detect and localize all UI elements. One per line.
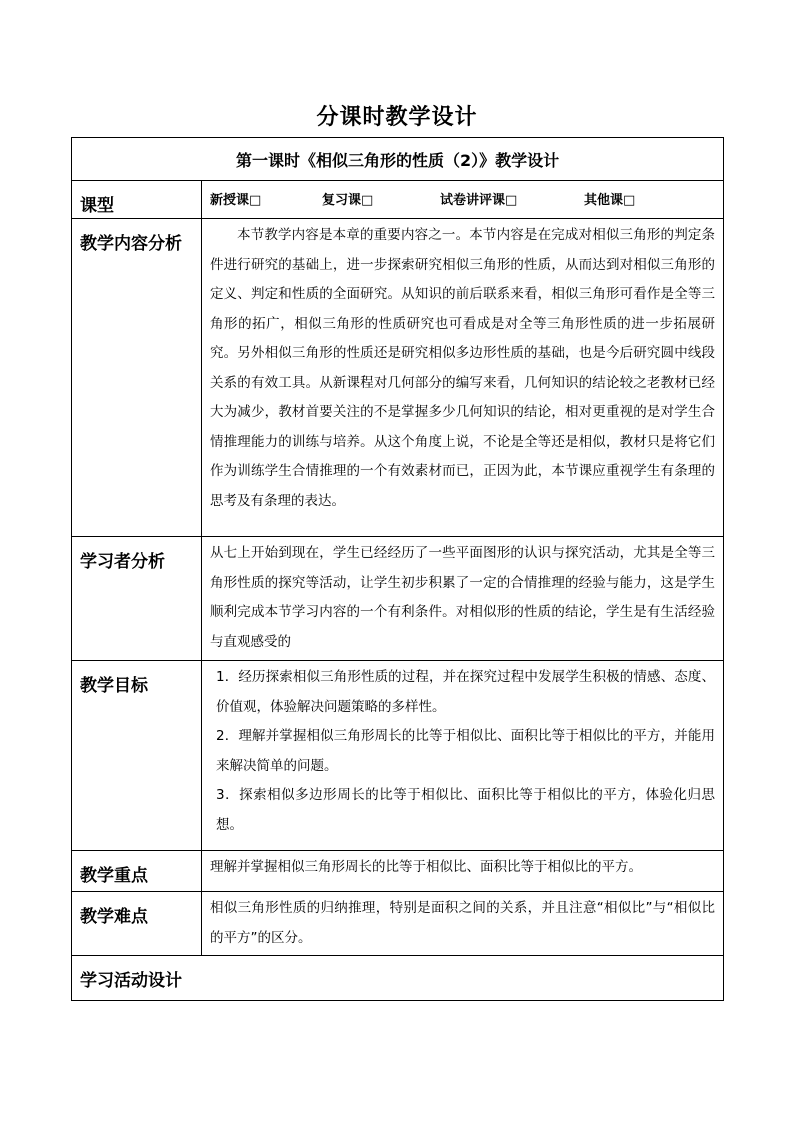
lesson-title: 第一课时《相似三角形的性质（2）》教学设计	[72, 138, 724, 181]
learner-analysis-text: 从七上开始到现在，学生已经经历了一些平面图形的认识与探究活动，尤其是全等三角形性质的探究等活动，让学生初步积累了一定的合情推理的经验与能力，这是学生顺利完成本节学习内容的一个有利条件。对相似形的性质的结论，学生是有生活经验与直观感受的	[202, 537, 724, 661]
objective-item: 1．经历探索相似三角形性质的过程，并在探究过程中发展学生积极的情感、态度、价值观，体验解决问题策略的多样性。	[216, 669, 716, 715]
key-points-row	[72, 851, 724, 892]
learner-analysis-row	[72, 537, 724, 661]
objective-item: 2．理解并掌握相似三角形周长的比等于相似比、面积比等于相似比的平方，并能用来解决简单的问题。	[216, 728, 716, 774]
activity-design-row	[72, 956, 724, 1001]
content-analysis-label: 教学内容分析	[72, 219, 202, 537]
lesson-type-options	[202, 181, 724, 219]
type-option-new: 新授课□	[210, 193, 262, 208]
lesson-title-row	[72, 138, 724, 181]
difficulties-label: 教学难点	[72, 892, 202, 956]
lesson-type-row	[72, 181, 724, 219]
lesson-plan-table	[71, 137, 724, 1001]
difficulties-text: 相似三角形性质的归纳推理，特别是面积之间的关系，并且注意“相似比”与“相似比的平方”的区分。	[202, 892, 724, 956]
objectives-list	[202, 661, 724, 851]
learner-analysis-label: 学习者分析	[72, 537, 202, 661]
objective-item: 3．探索相似多边形周长的比等于相似比、面积比等于相似比的平方，体验化归思想。	[216, 787, 716, 833]
type-option-review: 复习课□	[322, 193, 374, 208]
activity-design-label: 学习活动设计	[72, 956, 724, 1001]
content-analysis-row	[72, 219, 724, 537]
document-title: 分课时教学设计	[316, 105, 478, 130]
type-option-other: 其他课□	[584, 193, 636, 208]
type-option-exam: 试卷讲评课□	[440, 193, 518, 208]
lesson-type-label: 课型	[72, 181, 202, 219]
key-points-text: 理解并掌握相似三角形周长的比等于相似比、面积比等于相似比的平方。	[202, 851, 724, 892]
key-points-label: 教学重点	[72, 851, 202, 892]
difficulties-row	[72, 892, 724, 956]
objectives-label: 教学目标	[72, 661, 202, 851]
content-analysis-text: 本节教学内容是本章的重要内容之一。本节内容是在完成对相似三角形的判定条件进行研究的基础上，进一步探索研究相似三角形的性质，从而达到对相似三角形的定义、判定和性质的全面研究。从知识的前后联系来看，相似三角形可看作是全等三角形的拓广，相似三角形的性质研究也可看成是对全等三角形性质的进一步拓展研究。另外相似三角形的性质还是研究相似多边形性质的基础，也是今后研究圆中线段关系的有效工具。从新课程对几何部分的编写来看，几何知识的结论较之老教材已经大为减少，教材首要关注的不是掌握多少几何知识的结论，相对更重视的是对学生合情推理能力的训练与培养。从这个角度上说，不论是全等还是相似，教材只是将它们作为训练学生合情推理的一个有效素材而已，正因为此，本节课应重视学生有条理的思考及有条理的表达。	[202, 219, 724, 537]
objectives-row	[72, 661, 724, 851]
